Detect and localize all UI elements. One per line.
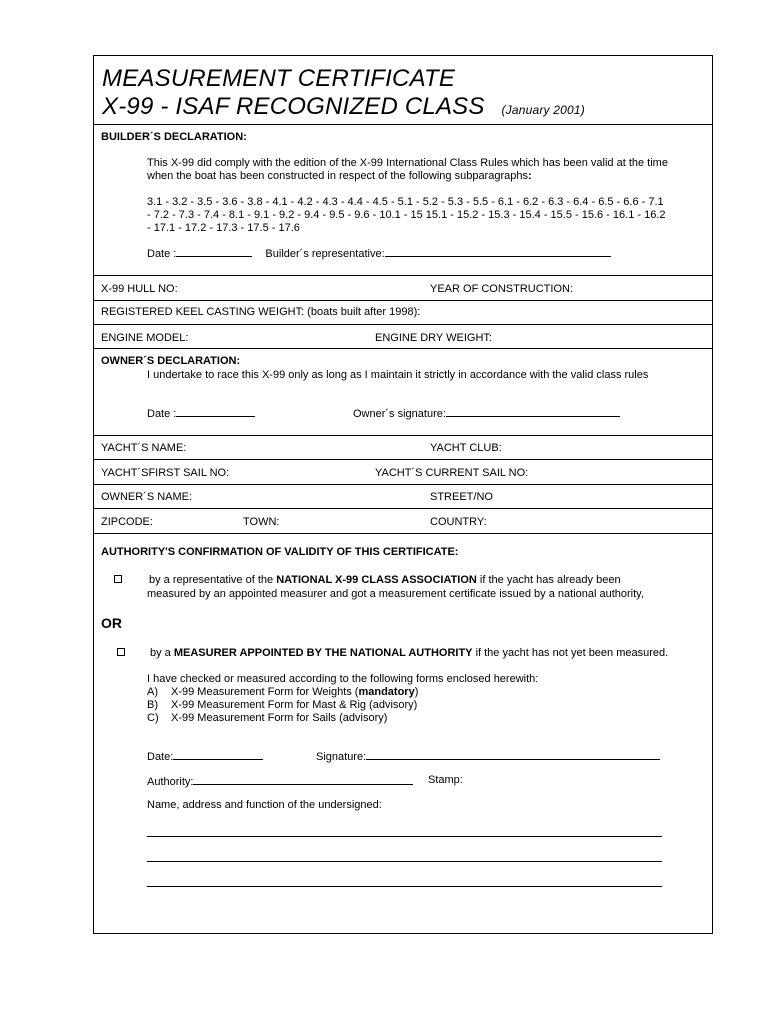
form-c-letter: C): [147, 712, 159, 724]
form-b-text: X-99 Measurement Form for Mast & Rig (advisory): [171, 699, 418, 711]
street-field[interactable]: STREET/NO: [430, 491, 493, 503]
divider: [94, 348, 712, 349]
or-label: OR: [101, 615, 122, 631]
owner-date-row: [147, 406, 255, 421]
option-association-line1: [149, 574, 621, 587]
authority-date-label: Date:: [147, 751, 174, 763]
form-a-pre: X-99 Measurement Form for Weights (: [171, 686, 359, 698]
option-association-line2: measured by an appointed measurer and got a measurement certificate issued by a national authority,: [147, 588, 644, 600]
divider: [94, 275, 712, 276]
divider: [94, 533, 712, 534]
undersigned-line-1[interactable]: [147, 836, 662, 837]
form-c-text: X-99 Measurement Form for Sails (advisory): [171, 712, 388, 724]
edition-date: (January 2001): [501, 103, 585, 117]
builder-date-field[interactable]: [176, 246, 252, 257]
option-measurer-line: [150, 647, 668, 660]
authority-date-field[interactable]: [173, 749, 263, 760]
certificate-title: MEASUREMENT CERTIFICATE: [102, 65, 456, 92]
form-a-text: [171, 686, 418, 699]
undersigned-line-3[interactable]: [147, 886, 662, 887]
certificate-subtitle: [102, 94, 585, 123]
owner-declaration-heading: OWNER´S DECLARATION:: [101, 355, 241, 367]
subparagraphs-line3: - 17.1 - 17.2 - 17.3 - 17.5 - 17.6: [147, 222, 300, 234]
undersigned-label: Name, address and function of the undersigned:: [147, 799, 382, 811]
form-a-mandatory: mandatory: [358, 686, 415, 698]
checkbox-icon: [117, 648, 125, 656]
owner-declaration-statement: I undertake to race this X-99 only as long as I maintain it strictly in accordance with the valid class rules: [147, 369, 649, 381]
yacht-club-field[interactable]: YACHT CLUB:: [430, 442, 502, 454]
owner-signature-field[interactable]: [446, 406, 620, 417]
divider: [94, 300, 712, 301]
divider: [94, 459, 712, 460]
owner-signature-row: [353, 406, 620, 421]
keel-weight-field[interactable]: REGISTERED KEEL CASTING WEIGHT: (boats built after 1998):: [101, 306, 421, 318]
authority-date-row: [147, 749, 263, 764]
builder-declaration-heading: BUILDER´S DECLARATION:: [101, 131, 247, 143]
checkbox-icon: [114, 575, 122, 583]
builder-statement-line1: This X-99 did comply with the edition of the X-99 International Class Rules which has been valid at the time: [147, 157, 668, 169]
option-measurer-bold: MEASURER APPOINTED BY THE NATIONAL AUTHORITY: [173, 647, 473, 659]
builder-date-row: [147, 246, 611, 261]
option-association-post: if the yacht has already been: [476, 574, 621, 586]
yacht-name-field[interactable]: YACHT´S NAME:: [101, 442, 187, 454]
year-of-construction-field[interactable]: YEAR OF CONSTRUCTION:: [430, 283, 574, 295]
town-field[interactable]: TOWN:: [243, 516, 280, 528]
undersigned-line-2[interactable]: [147, 861, 662, 862]
subparagraphs-line1: 3.1 - 3.2 - 3.5 - 3.6 - 3.8 - 4.1 - 4.2 - 4.3 - 4.4 - 4.5 - 5.1 - 5.2 - 5.3 - 5.5 - 6.1 - 6.2 - 6.3 - 6.4 - 6.5 - 6.6 - 7.1: [147, 196, 664, 208]
authority-signature-label: Signature:: [316, 751, 367, 763]
hull-no-field[interactable]: X-99 HULL NO:: [101, 283, 178, 295]
engine-weight-field[interactable]: ENGINE DRY WEIGHT:: [375, 332, 492, 344]
divider: [94, 124, 712, 125]
authority-signature-row: [316, 749, 660, 764]
owner-date-label: Date :: [147, 408, 177, 420]
builder-statement-text: when the boat has been constructed in respect of the following subparagraphs: [147, 170, 528, 182]
form-a-letter: A): [147, 686, 158, 698]
class-title: X-99 - ISAF RECOGNIZED CLASS: [102, 93, 485, 120]
builder-date-label: Date :: [147, 248, 177, 260]
first-sail-no-field[interactable]: YACHT´SFIRST SAIL NO:: [101, 467, 230, 479]
divider: [94, 484, 712, 485]
authority-signature-field[interactable]: [366, 749, 660, 760]
form-b-letter: B): [147, 699, 158, 711]
owner-date-field[interactable]: [176, 406, 255, 417]
divider: [94, 324, 712, 325]
authority-field[interactable]: [193, 774, 413, 785]
authority-heading: AUTHORITY'S CONFIRMATION OF VALIDITY OF THIS CERTIFICATE:: [101, 546, 459, 558]
stamp-label: Stamp:: [428, 774, 463, 786]
measurement-certificate-form: [93, 55, 713, 934]
form-a-post: ): [414, 686, 419, 698]
engine-model-field[interactable]: ENGINE MODEL:: [101, 332, 189, 344]
authority-name-row: [147, 774, 413, 789]
current-sail-no-field[interactable]: YACHT´S CURRENT SAIL NO:: [375, 467, 529, 479]
builder-rep-field[interactable]: [385, 246, 611, 257]
owner-name-field[interactable]: OWNER´S NAME:: [101, 491, 193, 503]
divider: [94, 435, 712, 436]
owner-signature-label: Owner´s signature:: [353, 408, 446, 420]
divider: [94, 508, 712, 509]
subparagraphs-line2: - 7.2 - 7.3 - 7.4 - 8.1 - 9.1 - 9.2 - 9.4 - 9.5 - 9.6 - 10.1 - 15 15.1 - 15.2 - 15.3 - 15.4 - 15.5 - 15.6 - 16.1 - 16.2: [147, 209, 666, 221]
option-measurer-checkbox[interactable]: [117, 648, 125, 661]
forms-intro: I have checked or measured according to the following forms enclosed herewith:: [147, 673, 539, 685]
builder-statement-colon: :: [527, 170, 532, 182]
option-association-pre: by a representative of the: [149, 574, 277, 586]
option-measurer-pre: by a: [150, 647, 174, 659]
builder-statement-line2: [147, 170, 532, 183]
zipcode-field[interactable]: ZIPCODE:: [101, 516, 153, 528]
country-field[interactable]: COUNTRY:: [430, 516, 487, 528]
builder-rep-label: Builder´s representative:: [265, 248, 385, 260]
option-measurer-post: if the yacht has not yet been measured.: [472, 647, 669, 659]
option-association-checkbox[interactable]: [114, 575, 122, 588]
authority-label: Authority:: [147, 776, 194, 788]
option-association-bold: NATIONAL X-99 CLASS ASSOCIATION: [276, 574, 477, 586]
